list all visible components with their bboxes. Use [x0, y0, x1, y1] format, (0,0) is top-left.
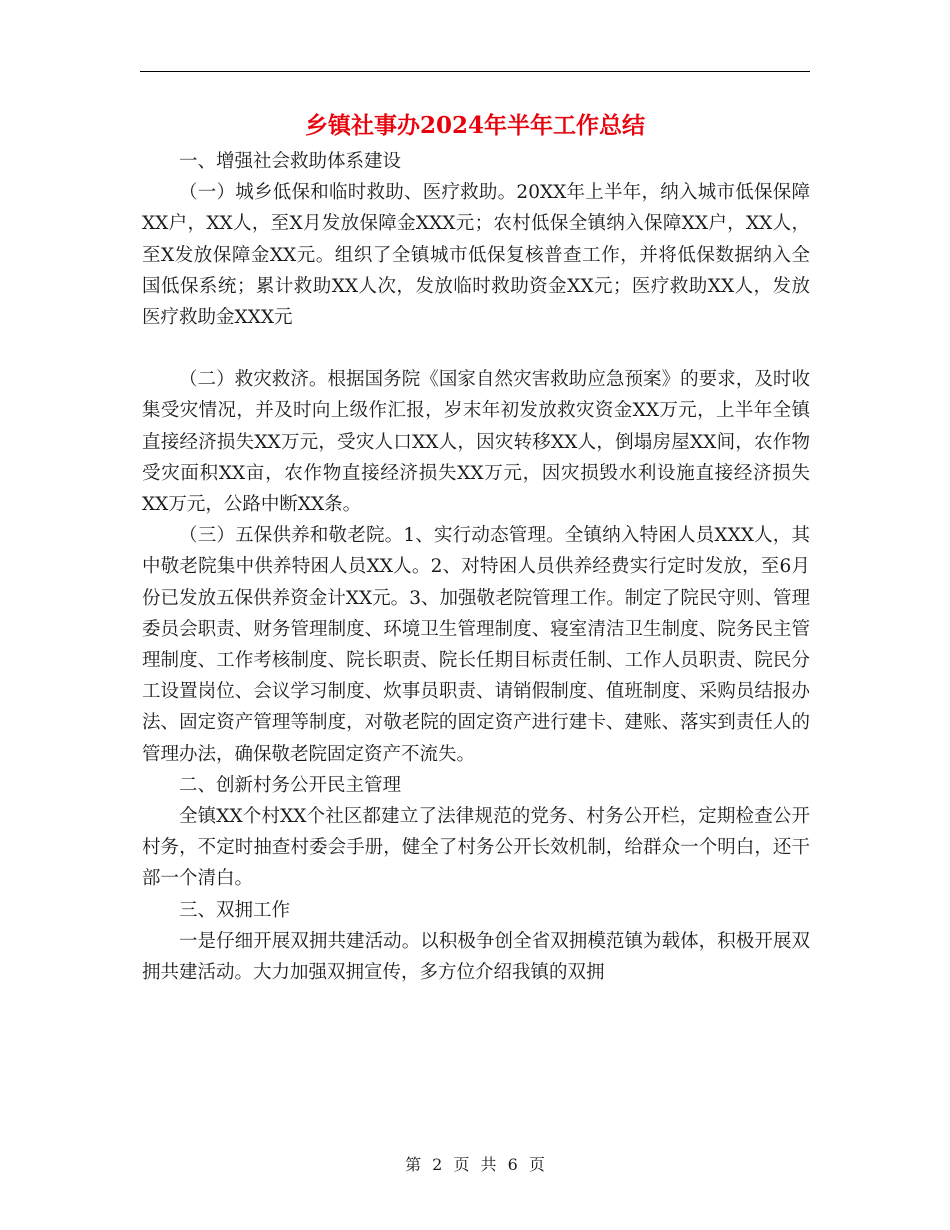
paragraph-minimum-living-assistance: （一）城乡低保和临时救助、医疗救助。20XX年上半年，纳入城市低保保障XX户，XX人，至X月发放保障金XXX元；农村低保全镇纳入保障XX户，XX人，至X发放保障金XX元。组织了全镇城市低保复核普查工作，并将低保数据纳入全国低保系统；累计救助XX人次，发放临时救助资金XX元；医疗救助XX人，发放医疗救助金XXX元	[142, 182, 810, 329]
paragraph-village-affairs: 全镇XX个村XX个社区都建立了法律规范的党务、村务公开栏，定期检查公开村务，不定时抽查村委会手册，健全了村务公开长效机制，给群众一个明白，还干部一个清白。	[142, 806, 810, 890]
paragraph-nursing-home: （三）五保供养和敬老院。1、实行动态管理。全镇纳入特困人员XXX人，其中敬老院集中供养特困人员XX人。2、对特困人员供养经费实行定时发放，至6月份已发放五保供养资金计XX元。3、加强敬老院管理工作。制定了院民守则、管理委员会职责、财务管理制度、环境卫生管理制度、寝室清洁卫生制度、院务民主管理制度、工作考核制度、院长职责、院长任期目标责任制、工作人员职责、院民分工设置岗位、会议学习制度、炊事员职责、请销假制度、值班制度、采购员结报办法、固定资产管理等制度，对敬老院的固定资产进行建卡、建账、落实到责任人的管理办法，确保敬老院固定资产不流失。	[142, 525, 810, 765]
section-heading-1: 一、增强社会救助体系建设	[179, 151, 402, 172]
paragraph-double-support: 一是仔细开展双拥共建活动。以积极争创全省双拥模范镇为载体，积极开展双拥共建活动。大力加强双拥宣传，多方位介绍我镇的双拥	[142, 930, 810, 984]
paragraph-disaster-relief: （二）救灾救济。根据国务院《国家自然灾害救助应急预案》的要求，及时收集受灾情况，并及时向上级作汇报，岁末年初发放救灾资金XX万元，上半年全镇直接经济损失XX万元，受灾人口XX人，因灾转移XX人，倒塌房屋XX间，农作物受灾面积XX亩，农作物直接经济损失XX万元，因灾损毁水利设施直接经济损失XX万元，公路中断XX条。	[142, 369, 810, 516]
header-rule	[140, 71, 810, 72]
page-number: 第 2 页 共 6 页	[405, 1155, 545, 1174]
document-title: 乡镇社事办2024年半年工作总结	[304, 112, 645, 139]
document-body	[142, 146, 810, 988]
section-heading-2: 二、创新村务公开民主管理	[179, 774, 402, 796]
section-heading-3: 三、双拥工作	[179, 899, 291, 921]
